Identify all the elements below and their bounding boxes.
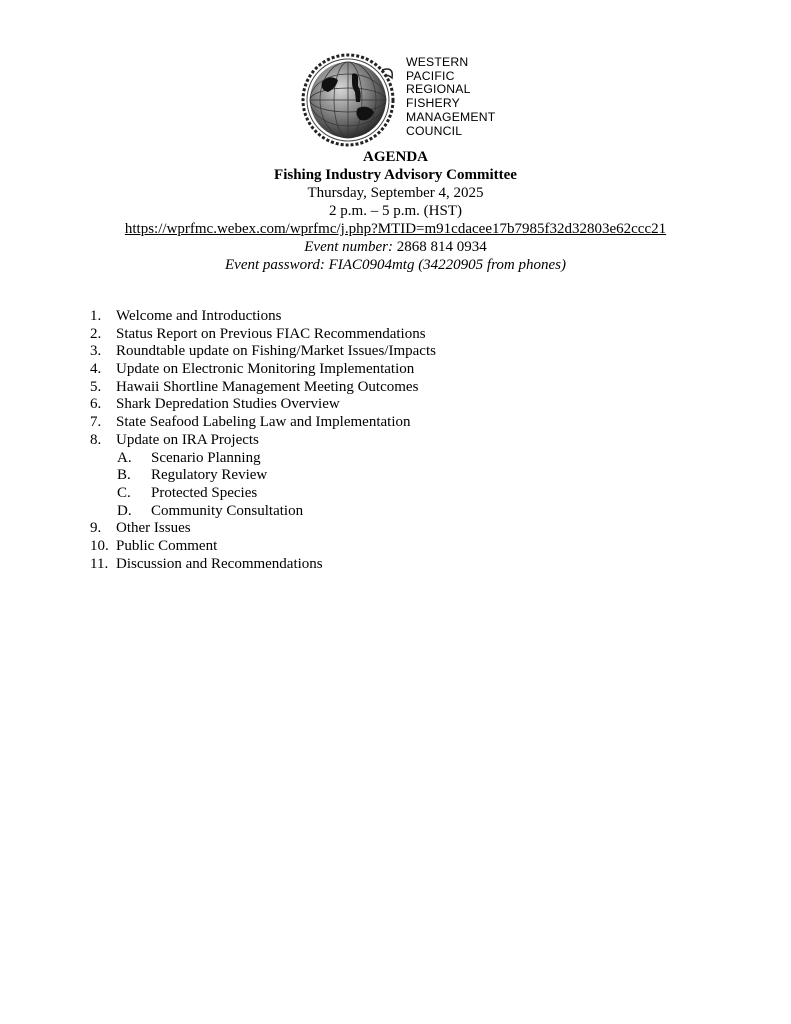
item-number: 10. [90, 537, 109, 554]
item-number: 11. [90, 555, 109, 572]
item-text: State Seafood Labeling Law and Implementation [116, 414, 411, 431]
webex-link[interactable]: https://wprfmc.webex.com/wprfmc/j.php?MTID=m91cdacee17b7985f32d32803e62ccc21 [124, 221, 667, 237]
item-number: 9. [90, 520, 102, 537]
item-number: 1. [90, 308, 102, 324]
sub-item-text: Protected Species [151, 484, 258, 501]
logo-line: MANAGEMENT [406, 109, 496, 124]
item-text: Hawaii Shortline Management Meeting Outcomes [116, 378, 419, 395]
item-number: 5. [90, 378, 102, 395]
sub-item-text: Scenario Planning [151, 449, 261, 466]
agenda-header [0, 148, 791, 274]
item-number: 2. [90, 325, 102, 342]
item-text: Status Report on Previous FIAC Recommendations [116, 325, 426, 342]
item-number: 6. [90, 396, 102, 413]
item-text: Roundtable update on Fishing/Market Issues/Impacts [116, 343, 436, 360]
item-text: Shark Depredation Studies Overview [116, 396, 340, 413]
sub-item-letter: C. [117, 484, 131, 501]
logo-line: PACIFIC [406, 68, 455, 83]
item-text: Discussion and Recommendations [116, 555, 323, 572]
event-number-label: Event number: [304, 239, 393, 255]
logo-line: COUNCIL [406, 123, 463, 138]
sub-item-letter: A. [117, 449, 132, 466]
logo-line: WESTERN [406, 55, 469, 69]
item-number: 4. [90, 361, 102, 378]
logo-line: FISHERY [406, 96, 460, 111]
sub-item-text: Regulatory Review [151, 467, 268, 484]
logo-line: REGIONAL [406, 82, 471, 97]
council-name [406, 56, 495, 138]
item-text: Update on IRA Projects [116, 431, 259, 448]
item-number: 7. [90, 414, 102, 431]
meeting-date: Thursday, September 4, 2025 [307, 185, 484, 201]
item-number: 3. [90, 343, 102, 360]
meeting-time: 2 p.m. – 5 p.m. (HST) [329, 203, 462, 219]
sub-item-text: Community Consultation [151, 502, 304, 519]
event-number [0, 238, 791, 256]
sub-item-letter: D. [117, 502, 132, 519]
item-text: Update on Electronic Monitoring Implementation [116, 361, 415, 378]
item-number: 8. [90, 431, 102, 448]
item-text: Welcome and Introductions [116, 308, 282, 324]
item-text: Public Comment [116, 537, 218, 554]
event-number-value: 2868 814 0934 [392, 239, 487, 255]
item-text: Other Issues [116, 520, 191, 537]
council-logo [300, 52, 500, 148]
committee-name: Fishing Industry Advisory Committee [274, 167, 517, 183]
agenda-title: AGENDA [362, 149, 428, 165]
sub-item-letter: B. [117, 467, 131, 484]
event-password: Event password: FIAC0904mtg (34220905 from phones) [225, 257, 566, 273]
globe-emblem-icon [300, 52, 400, 148]
